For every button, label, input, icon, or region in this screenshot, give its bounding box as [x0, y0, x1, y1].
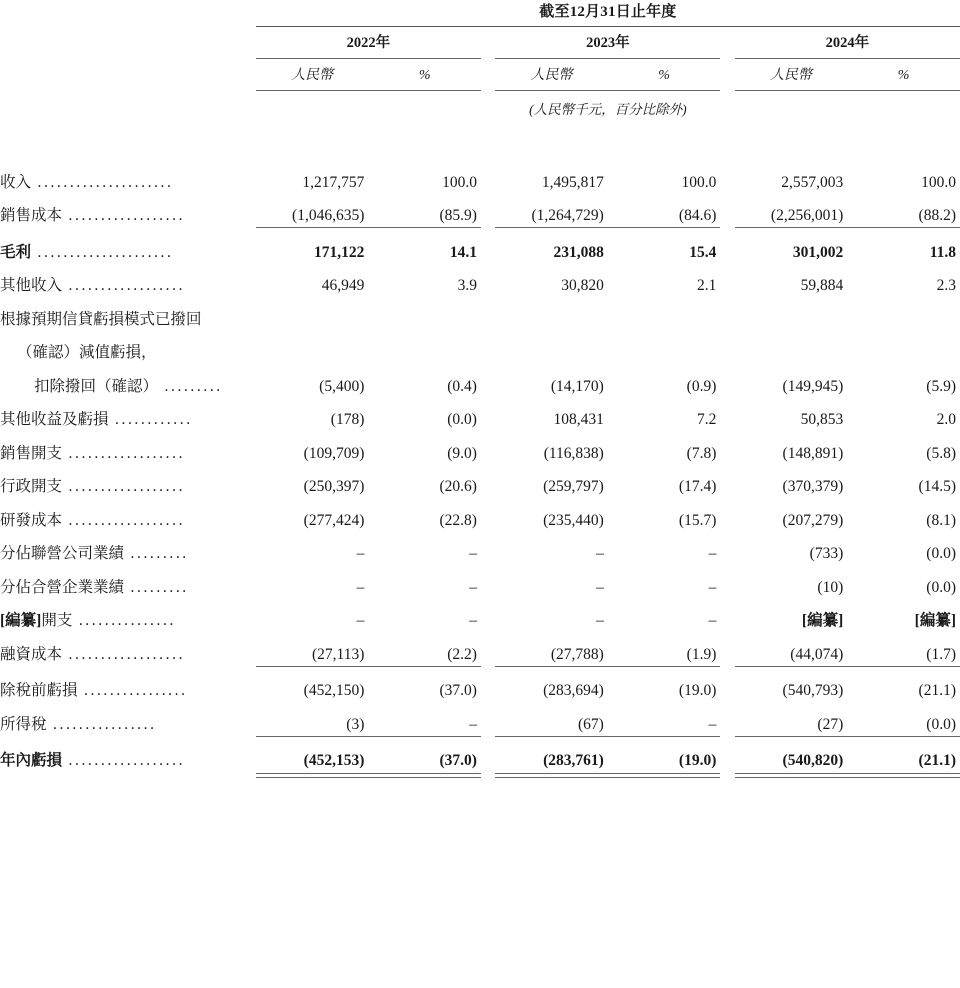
cell-value: (148,891) — [782, 444, 844, 462]
row-label-text: 其他收益及虧損 — [0, 411, 109, 428]
dot-leader: ......... — [158, 377, 223, 395]
period-title: 截至12月31日止年度 — [539, 4, 677, 20]
cell-value: 171,122 — [314, 243, 365, 261]
cell-value: 50,853 — [800, 411, 844, 428]
row-label — [0, 170, 242, 192]
row-label — [0, 407, 242, 429]
cell-value: (0.0) — [926, 578, 956, 596]
cell-value: 46,949 — [321, 277, 365, 294]
column-gap — [242, 429, 256, 463]
dot-leader: .................. — [62, 444, 186, 462]
column-gap — [720, 737, 734, 771]
year-group-2022: 2022年 — [346, 35, 391, 51]
separator-rule — [495, 770, 608, 778]
cell-value: 100.0 — [442, 173, 477, 191]
subheader-percent-2024: % — [897, 68, 910, 83]
row-label-cell — [0, 262, 242, 296]
cell-value: (277,424) — [303, 511, 365, 529]
cell-value: (14.5) — [918, 478, 956, 495]
column-gap — [720, 429, 734, 463]
table-row — [0, 429, 960, 463]
dot-leader: ................ — [77, 682, 188, 699]
column-gap — [481, 530, 495, 564]
cell-value: (21.1) — [918, 752, 956, 769]
column-gap — [720, 329, 734, 363]
cell-value — [256, 329, 369, 363]
row-label-cell — [0, 396, 242, 430]
cell-value: (67) — [577, 715, 604, 733]
table-row — [0, 667, 960, 701]
row-label — [0, 575, 242, 597]
units-spacer — [0, 91, 242, 120]
row-label-text: 行政開支 — [0, 478, 63, 495]
column-gap — [720, 262, 734, 296]
table-body — [0, 158, 960, 778]
column-gap — [481, 563, 495, 597]
cell-value — [368, 295, 481, 329]
cell-value: 2.0 — [936, 411, 956, 428]
table-row — [0, 396, 960, 430]
cell-value: 100.0 — [681, 173, 717, 191]
cell-value: (27,788) — [550, 645, 604, 663]
table-row — [0, 228, 960, 262]
cell-value: 2.3 — [936, 277, 956, 294]
cell-value: – — [356, 612, 365, 629]
cell-value: 108,431 — [553, 411, 604, 428]
column-gap — [481, 667, 495, 701]
column-gap — [242, 737, 256, 771]
dot-leader: ............... — [72, 612, 176, 629]
cell-value: – — [708, 715, 717, 733]
column-gap — [242, 262, 256, 296]
cell-value: (0.4) — [447, 377, 477, 395]
cell-value: – — [596, 578, 604, 596]
cell-value: (109,709) — [303, 444, 365, 462]
cell-value: (250,397) — [303, 478, 365, 495]
cell-value: (10) — [817, 578, 844, 596]
cell-value: 15.4 — [689, 243, 717, 261]
column-gap — [242, 295, 256, 329]
column-gap — [481, 295, 495, 329]
cell-value: (540,793) — [782, 682, 844, 699]
column-gap — [242, 630, 256, 664]
subheader-percent-2022: % — [418, 68, 431, 83]
cell-value: – — [469, 578, 477, 596]
cell-value: (21.1) — [918, 682, 956, 699]
row-label-cell — [0, 463, 242, 497]
cell-value: (27) — [817, 715, 844, 733]
year-group-2023: 2023年 — [586, 35, 630, 51]
column-gap — [720, 362, 734, 396]
cell-value: (235,440) — [543, 511, 604, 529]
column-gap — [481, 496, 495, 530]
cell-value — [495, 295, 608, 329]
column-gap — [481, 158, 495, 192]
header-gap — [242, 0, 256, 27]
cell-value: – — [356, 545, 365, 562]
column-gap — [242, 597, 256, 631]
cell-value: (88.2) — [918, 207, 956, 224]
column-gap — [242, 496, 256, 530]
cell-value: – — [708, 578, 717, 596]
row-label-text: （確認）減值虧損， — [17, 344, 157, 361]
cell-value: – — [596, 612, 604, 629]
cell-value: 7.2 — [697, 411, 717, 428]
column-gap — [481, 228, 495, 262]
row-label-cell — [0, 228, 242, 262]
row-label-text: 分佔合營企業業績 — [0, 578, 125, 596]
cell-value: (149,945) — [782, 377, 844, 395]
header-units-row — [0, 91, 960, 120]
column-gap — [481, 463, 495, 497]
cell-value: (259,797) — [543, 478, 604, 495]
column-gap — [481, 700, 495, 734]
row-label — [0, 307, 242, 329]
cell-value: (1.7) — [926, 645, 956, 663]
rule-column-gap — [481, 770, 495, 778]
row-label-cell — [0, 737, 242, 771]
dot-leader: .................. — [62, 752, 186, 769]
sub-spacer — [0, 59, 242, 88]
table-row — [0, 329, 960, 363]
row-label-cell — [0, 496, 242, 530]
cell-value: (84.6) — [678, 207, 717, 224]
cell-value: (19.0) — [678, 682, 717, 699]
row-label — [0, 748, 242, 770]
column-gap — [481, 362, 495, 396]
cell-value: – — [469, 715, 477, 733]
cell-value: (37.0) — [439, 682, 477, 699]
column-gap — [242, 192, 256, 226]
column-gap — [242, 530, 256, 564]
cell-value: (5.8) — [926, 444, 956, 462]
cell-value: (0.0) — [926, 545, 956, 562]
row-label — [0, 374, 242, 396]
row-label-text: 分佔聯營公司業績 — [0, 545, 125, 562]
cell-value: (27,113) — [312, 645, 365, 663]
body-spacer — [0, 120, 960, 158]
years-gap-2 — [720, 27, 734, 56]
cell-value: [編纂] — [914, 612, 956, 629]
table-row — [0, 737, 960, 771]
cell-value: – — [469, 545, 477, 562]
body-spacer-row — [0, 120, 960, 158]
table-row — [0, 700, 960, 734]
column-gap — [242, 700, 256, 734]
cell-value — [608, 295, 721, 329]
cell-value: (540,820) — [782, 752, 844, 769]
column-gap — [242, 228, 256, 262]
cell-value: (2,256,001) — [770, 207, 844, 224]
cell-value: (19.0) — [678, 752, 717, 769]
years-gap-1 — [481, 27, 495, 56]
year-group-2024: 2024年 — [825, 35, 870, 51]
column-gap — [720, 192, 734, 226]
dot-leader: ......... — [124, 545, 189, 562]
sub-gap-0 — [242, 59, 256, 88]
cell-value: (22.8) — [439, 511, 477, 529]
column-gap — [481, 630, 495, 664]
cell-value — [735, 329, 848, 363]
dot-leader: ................ — [46, 715, 157, 733]
cell-value: (85.9) — [439, 207, 477, 224]
row-label — [0, 441, 242, 463]
row-label — [0, 240, 242, 262]
cell-value: (452,150) — [303, 682, 365, 699]
row-label-cell — [0, 429, 242, 463]
dot-leader: .................. — [62, 207, 186, 224]
row-label-cell — [0, 158, 242, 192]
redacted-token: [編纂] — [0, 612, 42, 629]
table-row — [0, 597, 960, 631]
cell-value: 1,495,817 — [541, 173, 604, 191]
column-gap — [720, 667, 734, 701]
column-gap — [720, 630, 734, 664]
row-label — [0, 541, 242, 563]
row-label-text: 年內虧損 — [0, 752, 63, 769]
row-label — [0, 642, 242, 664]
header-subcols-row — [0, 59, 960, 88]
column-gap — [720, 463, 734, 497]
cell-value: (5,400) — [319, 377, 365, 395]
separator-rule-row — [0, 770, 960, 778]
cell-value: (9.0) — [447, 444, 477, 462]
row-label-text: 所得稅 — [0, 715, 47, 733]
column-gap — [481, 262, 495, 296]
cell-value: 100.0 — [921, 173, 956, 191]
row-label-cell — [0, 630, 242, 664]
cell-value — [847, 295, 960, 329]
row-label — [0, 608, 242, 630]
sub-gap-2 — [720, 59, 734, 88]
dot-leader: .................. — [62, 277, 186, 294]
row-label-cell — [0, 530, 242, 564]
cell-value: (14,170) — [550, 377, 604, 395]
column-gap — [720, 228, 734, 262]
cell-value — [735, 295, 848, 329]
cell-value: 3.9 — [457, 277, 477, 294]
column-gap — [242, 563, 256, 597]
table-row — [0, 262, 960, 296]
row-label-cell — [0, 192, 242, 226]
cell-value: (0.0) — [926, 715, 956, 733]
cell-value: (8.1) — [926, 511, 956, 529]
row-label-cell — [0, 362, 242, 396]
column-gap — [720, 530, 734, 564]
subheader-percent-2023: % — [658, 68, 670, 83]
dot-leader: ..................... — [31, 243, 174, 261]
cell-value — [495, 329, 608, 363]
column-gap — [481, 329, 495, 363]
table-row — [0, 362, 960, 396]
cell-value: 1,217,757 — [302, 173, 365, 191]
row-label-text: 融資成本 — [0, 645, 63, 663]
cell-value: 2.1 — [697, 277, 717, 294]
cell-value: (207,279) — [782, 511, 844, 529]
column-gap — [720, 700, 734, 734]
cell-value: (17.4) — [678, 478, 717, 495]
rule-column-gap — [242, 770, 256, 778]
table-row — [0, 192, 960, 226]
row-label — [0, 712, 242, 734]
dot-leader: ......... — [124, 578, 189, 596]
column-gap — [720, 158, 734, 192]
cell-value: (452,153) — [303, 752, 365, 769]
column-gap — [720, 496, 734, 530]
column-gap — [242, 396, 256, 430]
cell-value: – — [708, 545, 717, 562]
cell-value: (283,694) — [543, 682, 604, 699]
row-label-cell — [0, 563, 242, 597]
row-label-cell — [0, 667, 242, 701]
row-label — [0, 340, 242, 362]
cell-value: (5.9) — [926, 377, 956, 395]
cell-value: – — [469, 612, 477, 629]
cell-value — [847, 329, 960, 363]
cell-value: 301,002 — [792, 243, 844, 261]
cell-value — [256, 295, 369, 329]
cell-value: 30,820 — [561, 277, 604, 294]
column-gap — [720, 597, 734, 631]
dot-leader: .................. — [62, 645, 186, 663]
cell-value: (2.2) — [447, 645, 477, 663]
cell-value: 59,884 — [800, 277, 844, 294]
cell-value: (0.0) — [447, 411, 477, 428]
rule-column-gap — [720, 770, 734, 778]
row-label-text: 銷售成本 — [0, 207, 63, 224]
cell-value: – — [356, 578, 365, 596]
row-label — [0, 273, 242, 295]
row-label-text: 收入 — [0, 173, 32, 191]
row-label — [0, 678, 242, 700]
cell-value: (1,264,729) — [531, 207, 604, 224]
dot-leader: .................. — [62, 511, 186, 529]
column-gap — [481, 192, 495, 226]
row-label-cell — [0, 295, 242, 329]
cell-value: 231,088 — [553, 243, 604, 261]
cell-value: (7.8) — [686, 444, 717, 462]
column-gap — [720, 563, 734, 597]
column-gap — [720, 295, 734, 329]
column-gap — [242, 463, 256, 497]
row-label — [0, 508, 242, 530]
subheader-currency-2024: 人民幣 — [769, 68, 812, 83]
units-gap — [242, 91, 256, 120]
row-label-cell — [0, 597, 242, 631]
header-period-row — [0, 0, 960, 27]
table-row — [0, 563, 960, 597]
subheader-currency-2022: 人民幣 — [291, 68, 334, 83]
cell-value: (15.7) — [678, 511, 717, 529]
row-label-cell — [0, 700, 242, 734]
column-gap — [242, 667, 256, 701]
cell-value: (116,838) — [543, 444, 604, 462]
cell-value: (44,074) — [790, 645, 844, 663]
dot-leader: ............ — [108, 411, 193, 428]
row-label-text: 其他收入 — [0, 277, 63, 294]
header-spacer — [0, 0, 242, 27]
row-label-text: 扣除撥回（確認） — [34, 377, 159, 395]
table-row — [0, 158, 960, 192]
table-row — [0, 530, 960, 564]
cell-value: (3) — [346, 715, 365, 733]
cell-value: [編纂] — [801, 612, 844, 629]
years-spacer — [0, 27, 242, 56]
subheader-currency-2023: 人民幣 — [530, 68, 573, 83]
cell-value: – — [708, 612, 717, 629]
cell-value: (733) — [809, 545, 844, 562]
table-row — [0, 496, 960, 530]
column-gap — [242, 158, 256, 192]
row-label — [0, 474, 242, 496]
column-gap — [242, 329, 256, 363]
cell-value: (20.6) — [439, 478, 477, 495]
table-row — [0, 295, 960, 329]
column-gap — [481, 396, 495, 430]
sub-gap-1 — [481, 59, 495, 88]
row-label-text: 毛利 — [0, 243, 32, 261]
separator-rule — [256, 770, 369, 778]
column-gap — [720, 396, 734, 430]
separator-rule — [847, 770, 960, 778]
separator-rule — [608, 770, 721, 778]
cell-value: 14.1 — [449, 243, 477, 261]
column-gap — [481, 429, 495, 463]
row-label-text: [編纂]開支 — [0, 612, 73, 629]
cell-value: (283,761) — [543, 752, 604, 769]
cell-value: 11.8 — [929, 243, 956, 261]
table-row — [0, 463, 960, 497]
row-label-text: 銷售開支 — [0, 444, 63, 462]
separator-rule — [735, 770, 848, 778]
column-gap — [481, 737, 495, 771]
years-gap-0 — [242, 27, 256, 56]
cell-value: (37.0) — [439, 752, 477, 769]
cell-value: (0.9) — [686, 377, 717, 395]
cell-value: (1.9) — [686, 645, 717, 663]
cell-value: (1,046,635) — [292, 207, 365, 224]
row-label-text: 除稅前虧損 — [0, 682, 78, 699]
cell-value: 2,557,003 — [781, 173, 844, 191]
cell-value: – — [596, 545, 604, 562]
dot-leader: ..................... — [31, 173, 174, 191]
dot-leader: .................. — [62, 478, 186, 495]
units-note: (人民幣千元，百分比除外) — [529, 102, 687, 117]
row-label-text: 研發成本 — [0, 511, 63, 529]
table-row — [0, 630, 960, 664]
cell-value: (178) — [330, 411, 365, 428]
separator-rule — [368, 770, 481, 778]
cell-value: (370,379) — [782, 478, 844, 495]
cell-value — [368, 329, 481, 363]
row-label-text: 根據預期信貸虧損模式已撥回 — [0, 310, 202, 328]
column-gap — [481, 597, 495, 631]
rule-label-spacer — [0, 770, 242, 778]
header-years-row — [0, 27, 960, 56]
column-gap — [242, 362, 256, 396]
row-label — [0, 203, 242, 225]
row-label-cell — [0, 329, 242, 363]
cell-value — [608, 329, 721, 363]
